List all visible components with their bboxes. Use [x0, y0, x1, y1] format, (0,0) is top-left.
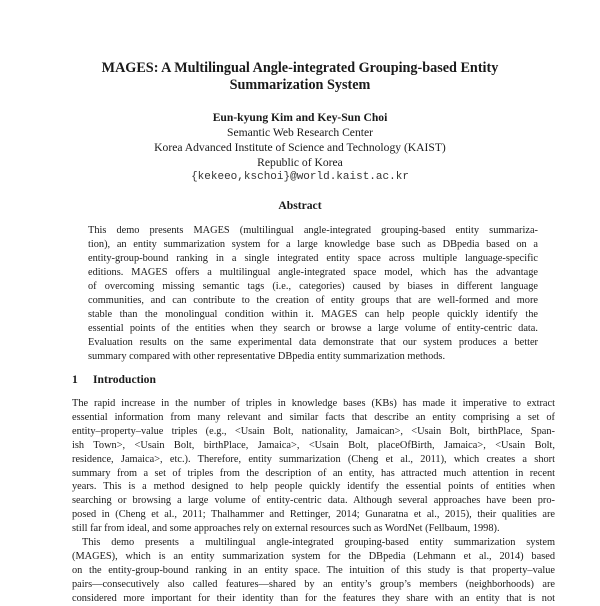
title-line: MAGES: A Multilingual Angle-integrated Grouping-based Entity [101, 60, 499, 76]
author-email: {kekeeo,kschoi}@world.kaist.ac.kr [191, 171, 409, 183]
abstract-line: essential points of the entities when they search or browse a large volume of entity-centric data. [88, 323, 538, 334]
abstract-line: summary compared with other representative DBpedia entity summarization methods. [88, 351, 446, 362]
affiliation-line: Semantic Web Research Center [227, 126, 373, 139]
body-line: This demo presents a multilingual angle-integrated grouping-based entity summarization system [82, 537, 555, 549]
section-number: 1 [72, 373, 78, 386]
abstract-line: editions. MAGES offers a multilingual angle-integrated space model, which has the advantage [88, 267, 538, 278]
abstract-text [88, 224, 538, 364]
paper-title [0, 60, 600, 94]
body-line: The rapid increase in the number of triples in knowledge bases (KBs) has made it imperative to extract [72, 398, 555, 409]
body-line: still far from ideal, and some approaches rely on external resources such as WordNet (Fellbaum, 1998). [72, 523, 500, 535]
body-line: (MAGES), which is an entity summarization system for the DBpedia (Lehmann et al., 2014) based [72, 550, 555, 562]
abstract-line: stable than the monolingual condition within it. MAGES can help people quickly identify the [88, 309, 538, 320]
section-heading [72, 373, 156, 386]
introduction-text [72, 397, 555, 606]
body-line: ish Town>, <Usain Bolt, birthPlace, Jamaica>, <Usain Bolt, placeOfBirth, Jamaica>, <Usain Bolt, [72, 439, 555, 451]
affiliation-line: Republic of Korea [257, 156, 343, 169]
body-line: entity–property–value triples (e.g., <Usain Bolt, nationality, Jamaican>, <Usain Bolt, birthPlace, Span- [72, 425, 555, 437]
body-line: essential information from many relevant and similar facts that describe an entity comprising a set of [72, 411, 555, 423]
body-line: years. This is a method designed to help people quickly identify the essential points of entities when [72, 481, 555, 493]
affiliation-line: Korea Advanced Institute of Science and Technology (KAIST) [154, 141, 446, 154]
abstract-line: Evaluation results on the same experimental data demonstrate that our system produces a better [88, 337, 538, 348]
body-line: posed in (Cheng et al., 2011; Thalhammer and Rettinger, 2014; Gunaratna et al., 2015), their qualities are [72, 509, 555, 521]
abstract-line: This demo presents MAGES (multilingual angle-integrated grouping-based entity summariza- [88, 225, 538, 236]
abstract-line: tion), an entity summarization system for a large knowledge base such as DBpedia based on a [88, 239, 538, 250]
author-names: Eun-kyung Kim and Key-Sun Choi [212, 111, 388, 124]
abstract-heading: Abstract [278, 199, 322, 212]
abstract-line: communities, and can contribute to the creation of entity groups that are well-formed and more [88, 295, 538, 306]
title-line: Summarization System [229, 77, 371, 93]
body-line: considered more important for their identity than for the features they share with an entity that is not [72, 592, 555, 604]
body-line: residence, Jamaica>, etc.). Therefore, entity summarization (Cheng et al., 2011), which creates a short [72, 453, 555, 465]
body-line: pairs—consecutively also called features—shared by an entity’s group’s members (neighborhoods) are [72, 578, 555, 590]
body-line: searching or browsing a large volume of entity-centric data. Although several approaches have been pro- [72, 495, 555, 507]
abstract-line: entity-group-bound ranking in a single integrated entity space across multiple language-specific [88, 253, 538, 264]
section-title: Introduction [93, 373, 156, 386]
body-line: summary from a set of triples from the description of an entity, has attracted much attention in recent [72, 467, 555, 479]
abstract-line: of overcoming missing semantic tags (i.e., categories) caused by biases in different language [88, 281, 538, 292]
author-block [0, 110, 600, 185]
body-line: on the entity-group-bound ranking in an entity space. The intuition of this study is that property–value [72, 564, 555, 576]
